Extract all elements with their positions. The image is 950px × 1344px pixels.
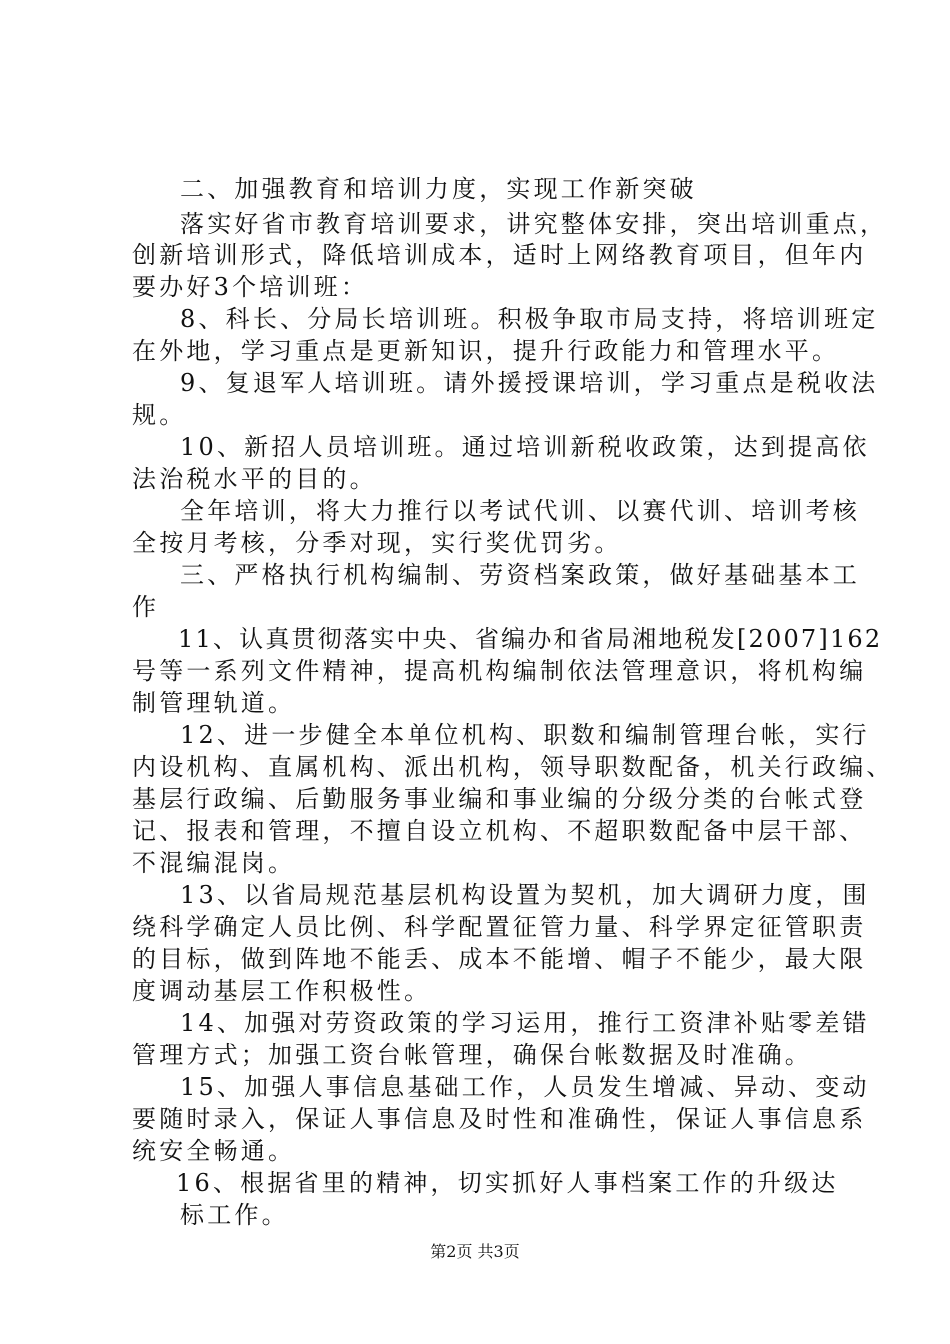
text-line: 绕科学确定人员比例、科学配置征管力量、科学界定征管职责 [132,913,867,941]
text-line: 内设机构、直属机构、派出机构，领导职数配备，机关行政编、 [132,753,894,781]
text-line: 统安全畅通。 [132,1137,296,1165]
text-line: 标工作。 [180,1201,289,1229]
text-line: 10、新招人员培训班。通过培训新税收政策，达到提高依 [180,433,870,461]
text-line: 法治税水平的目的。 [132,465,377,493]
text-line: 要随时录入，保证人事信息及时性和准确性，保证人事信息系 [132,1105,867,1133]
text-line: 在外地，学习重点是更新知识，提升行政能力和管理水平。 [132,337,840,365]
text-line: 制管理轨道。 [132,689,296,717]
text-line: 全年培训，将大力推行以考试代训、以赛代训、培训考核 [180,497,860,525]
text-line: 13、以省局规范基层机构设置为契机，加大调研力度，围 [180,881,870,909]
text-line: 二、加强教育和培训力度，实现工作新突破 [180,175,697,203]
text-line: 14、加强对劳资政策的学习运用，推行工资津补贴零差错 [180,1009,870,1037]
page-number-footer: 第2页 共3页 [430,1242,520,1261]
text-line: 创新培训形式，降低培训成本，适时上网络教育项目，但年内 [132,241,867,269]
text-line: 要办好3个培训班： [132,273,369,301]
text-line: 三、严格执行机构编制、劳资档案政策，做好基础基本工 [180,561,860,589]
text-line: 的目标，做到阵地不能丢、成本不能增、帽子不能少，最大限 [132,945,867,973]
text-line: 管理方式；加强工资台帐管理，确保台帐数据及时准确。 [132,1041,812,1069]
text-line: 度调动基层工作积极性。 [132,977,432,1005]
text-line: 不混编混岗。 [132,849,296,877]
text-line: 15、加强人事信息基础工作，人员发生增减、异动、变动 [180,1073,870,1101]
text-line: 16、根据省里的精神，切实抓好人事档案工作的升级达 [176,1169,839,1197]
text-line: 12、进一步健全本单位机构、职数和编制管理台帐，实行 [180,721,870,749]
text-line: 作 [132,593,160,621]
text-line: 记、报表和管理，不擅自设立机构、不超职数配备中层干部、 [132,817,867,845]
text-line: 基层行政编、后勤服务事业编和事业编的分级分类的台帐式登 [132,785,867,813]
text-line: 全按月考核，分季对现，实行奖优罚劣。 [132,529,622,557]
text-line: 8、科长、分局长培训班。积极争取市局支持，将培训班定 [180,305,879,333]
text-line: 11、认真贯彻落实中央、省编办和省局湘地税发[2007]162 [178,625,883,653]
text-line: 9、复退军人培训班。请外援授课培训，学习重点是税收法 [180,369,879,397]
text-line: 规。 [132,401,187,429]
text-line: 号等一系列文件精神，提高机构编制依法管理意识，将机构编 [132,657,867,685]
text-line: 落实好省市教育培训要求，讲究整体安排，突出培训重点， [180,210,888,238]
